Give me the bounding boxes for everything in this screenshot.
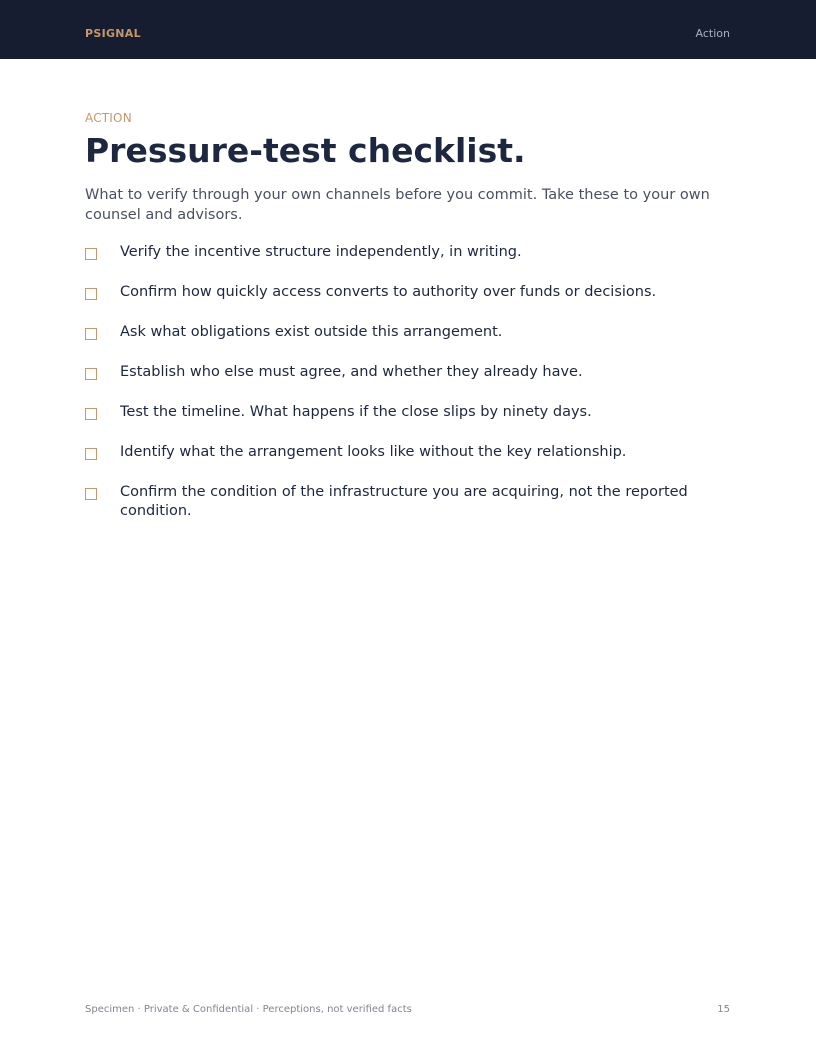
- brand-logo-text: PSIGNAL: [85, 27, 141, 40]
- page-title: Pressure-test checklist.: [85, 131, 526, 170]
- checkbox[interactable]: [85, 488, 97, 500]
- checkbox[interactable]: [85, 328, 97, 340]
- checklist-item-text: Ask what obligations exist outside this arrangement.: [120, 324, 503, 340]
- header-section-label: Action: [695, 27, 730, 40]
- checkbox[interactable]: [85, 248, 97, 260]
- checkbox[interactable]: [85, 288, 97, 300]
- checkbox[interactable]: [85, 408, 97, 420]
- checklist-item-text: Establish who else must agree, and whether they already have.: [120, 364, 583, 380]
- footer-confidentiality-note: Specimen · Private & Confidential · Perceptions, not verified facts: [85, 1004, 412, 1015]
- intro-paragraph: What to verify through your own channels before you commit. Take these to your own counsel and advisors.: [85, 187, 710, 223]
- checkbox[interactable]: [85, 448, 97, 460]
- page-number: 15: [717, 1004, 730, 1015]
- checklist-item-text: Confirm how quickly access converts to authority over funds or decisions.: [120, 284, 657, 300]
- checklist-item-text: Confirm the condition of the infrastructure you are acquiring, not the reported condition.: [120, 484, 688, 519]
- checkbox[interactable]: [85, 368, 97, 380]
- checklist-item-text: Verify the incentive structure independently, in writing.: [120, 244, 522, 260]
- top-bar: [0, 0, 816, 59]
- checklist-item-text: Test the timeline. What happens if the close slips by ninety days.: [120, 404, 592, 420]
- section-eyebrow: ACTION: [85, 111, 132, 125]
- checklist-item-text: Identify what the arrangement looks like without the key relationship.: [120, 444, 627, 460]
